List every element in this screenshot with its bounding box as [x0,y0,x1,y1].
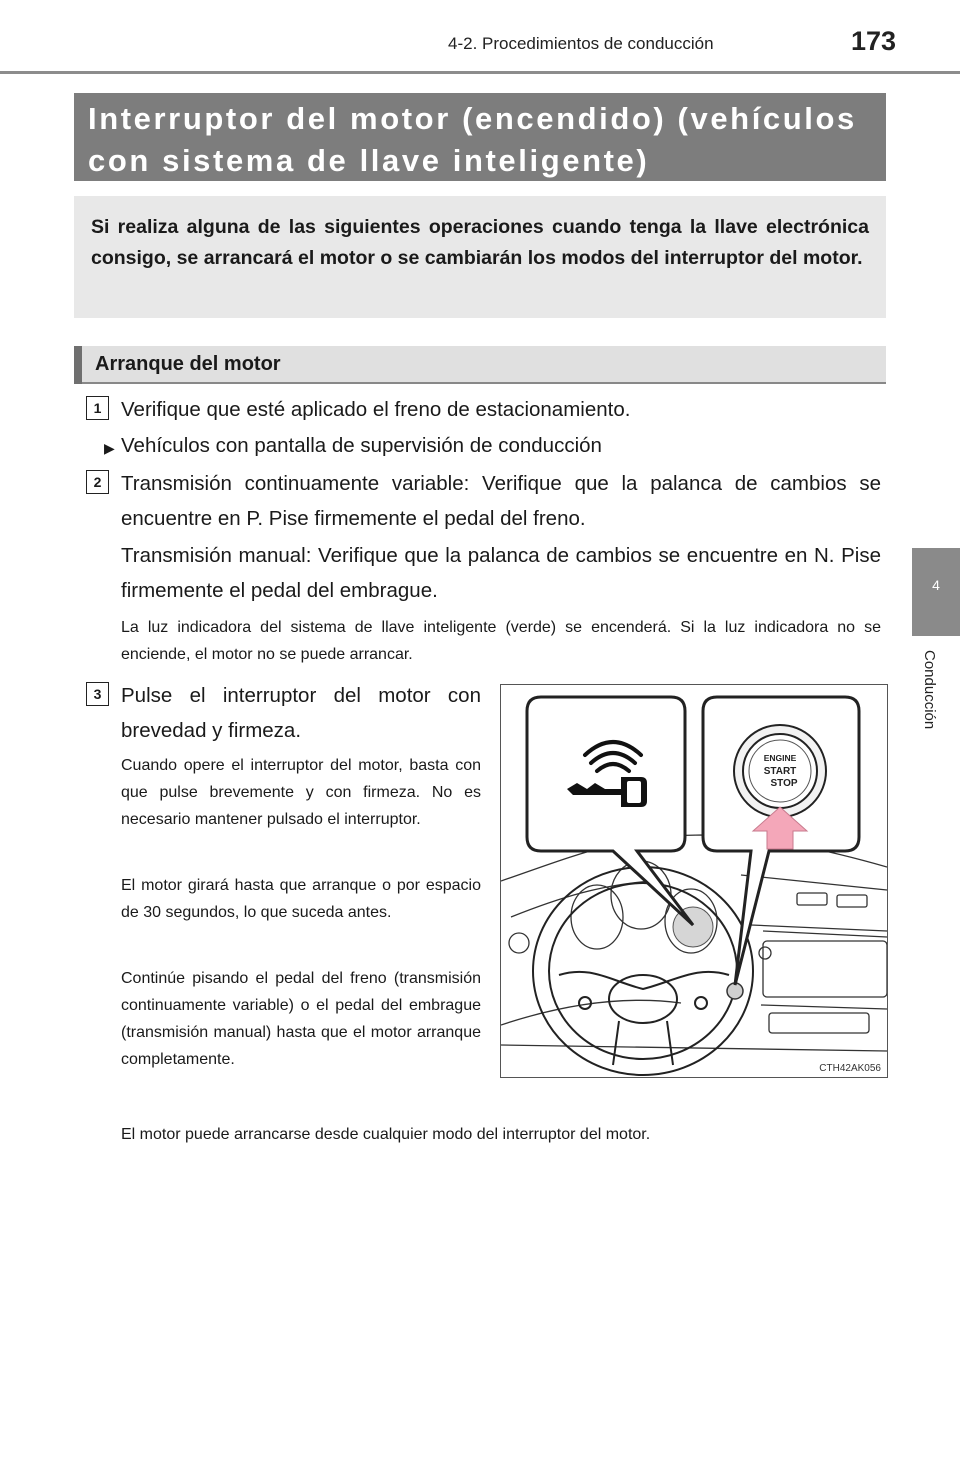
step-3-note-3: Continúe pisando el pedal del freno (transmisión continuamente variable) o el pedal del embrague (transmisión manual) hasta que el motor arranque completamente. [121,970,481,1068]
step-3-note-1: Cuando opere el interruptor del motor, basta con que pulse brevemente y con firmeza. No es necesario mantener pulsado el interruptor. [121,757,481,828]
chapter-tab-label: Conducción [921,650,938,730]
illustration [500,684,888,1078]
step-1-number: 1 [86,396,109,420]
step-1-text: Verifique que esté aplicado el freno de estacionamiento. [121,398,631,421]
button-label-start: START [763,766,797,777]
engine-switch-location [727,983,743,999]
step-2-number: 2 [86,470,109,494]
button-label-stop: STOP [770,778,798,789]
figure-code: CTH42AK056 [819,1063,881,1074]
running-header-section: 4-2. Procedimientos de conducción [448,34,714,53]
illustration-drawing [501,685,887,1077]
page-title: Interruptor del motor (encendido) (vehículos con sistema de llave inteligente) [88,101,857,178]
step-3-note-4: El motor puede arrancarse desde cualquier modo del interruptor del motor. [121,1126,651,1143]
step-3-text: Pulse el interruptor del motor con brevedad y firmeza. [121,684,481,742]
callout-indicator [527,697,693,925]
header-divider [0,71,960,74]
step-2-text-cvt: Transmisión continuamente variable: Verifique que la palanca de cambios se encuentre en P. Pise firmemente el pedal del freno. [121,472,881,530]
engine-start-stop-button [734,725,826,817]
bullet-text: Vehículos con pantalla de supervisión de conducción [121,434,602,457]
steering-wheel [533,867,753,1075]
subsection-marker [74,346,82,384]
step-3-number: 3 [86,682,109,706]
step-2-text-manual: Transmisión manual: Verifique que la palanca de cambios se encuentre en N. Pise firmemente el pedal del embrague. [121,544,881,602]
intro-text: Si realiza alguna de las siguientes operaciones cuando tenga la llave electrónica consigo, se arrancará el motor o se cambiarán los modos del interruptor del motor. [91,216,869,269]
button-label-engine: ENGINE [763,753,797,763]
subsection-title: Arranque del motor [95,353,281,375]
bullet-triangle-icon: ▶ [104,440,115,456]
page-number: 173 [850,26,896,56]
step-2-note: La luz indicadora del sistema de llave inteligente (verde) se encenderá. Si la luz indicadora no se enciende, el motor no se puede arrancar. [121,619,881,663]
chapter-tab-number: 4 [932,577,940,593]
step-3-note-2: El motor girará hasta que arranque o por espacio de 30 segundos, lo que suceda antes. [121,877,481,921]
